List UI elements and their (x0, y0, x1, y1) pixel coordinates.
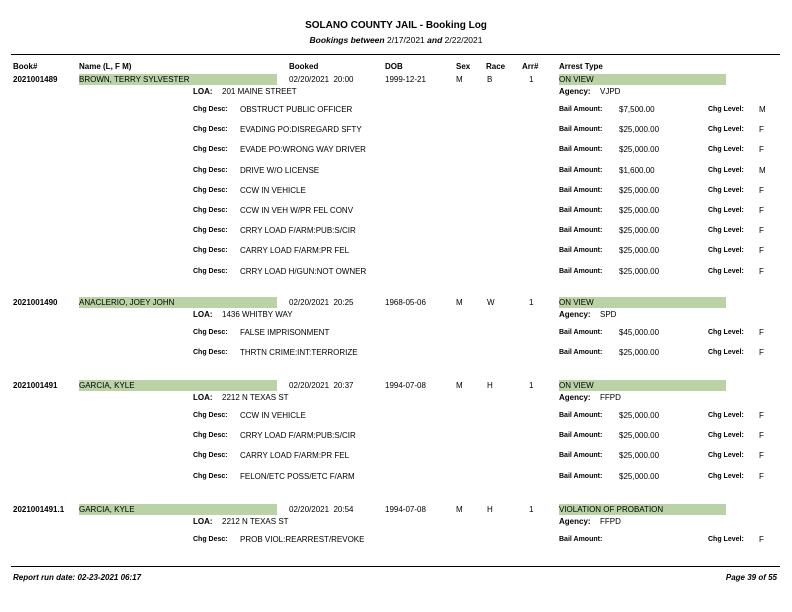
inmate-name: GARCIA, KYLE (79, 504, 277, 515)
bail-amount-label: Bail Amount: (559, 106, 603, 113)
chg-level: M (759, 105, 766, 114)
chg-desc: CCW IN VEHICLE (240, 185, 306, 195)
chg-desc-label: Chg Desc: (193, 329, 228, 336)
chg-level: F (759, 246, 764, 256)
subtitle-and: and (427, 35, 443, 45)
inmate-name: GARCIA, KYLE (79, 380, 277, 391)
sex: M (456, 505, 463, 514)
date-of-birth: 1968-05-06 (385, 298, 426, 307)
race: B (487, 75, 493, 84)
agency-value: VJPD (600, 87, 621, 96)
loa-value: 2212 N TEXAS ST (222, 393, 289, 402)
date-of-birth: 1994-07-08 (385, 505, 426, 514)
subtitle-prefix: Bookings between (309, 35, 385, 45)
chg-desc: OBSTRUCT PUBLIC OFFICER (240, 105, 353, 114)
chg-desc: EVADING PO:DISREGARD SFTY (240, 125, 362, 135)
arrest-number: 1 (529, 75, 534, 84)
bail-amount-label: Bail Amount: (559, 432, 603, 440)
chg-desc-label: Chg Desc: (193, 247, 228, 255)
col-name: Name (L, F M) (79, 62, 132, 71)
report-run-date: Report run date: 02-23-2021 06:17 (13, 573, 142, 582)
chg-desc: CARRY LOAD F/ARM:PR FEL (240, 451, 350, 461)
chg-desc: DRIVE W/O LICENSE (240, 165, 320, 175)
bail-amount: $25,000.00 (619, 348, 660, 358)
col-arrest-type: Arrest Type (559, 62, 603, 71)
race: H (487, 505, 493, 514)
col-dob: DOB (385, 62, 403, 71)
arrest-number: 1 (529, 381, 534, 390)
sex: M (456, 298, 463, 307)
chg-level-label: Chg Level: (708, 412, 744, 419)
arrest-number: 1 (529, 298, 534, 307)
chg-desc-label: Chg Desc: (193, 227, 228, 235)
chg-level-label: Chg Level: (708, 267, 744, 275)
bail-amount-label: Bail Amount: (559, 247, 603, 255)
bail-amount-label: Bail Amount: (559, 227, 603, 235)
chg-level: F (759, 266, 764, 276)
col-race: Race (486, 62, 506, 71)
bail-amount-label: Bail Amount: (559, 267, 603, 275)
loa-value: 201 MAINE STREET (222, 87, 297, 96)
bail-amount: $25,000.00 (619, 185, 660, 195)
chg-level: F (759, 226, 764, 236)
bail-amount: $1,600.00 (619, 165, 655, 175)
agency-value: SPD (600, 310, 617, 319)
chg-level-label: Chg Level: (708, 186, 744, 194)
booked-datetime: 02/20/2021 20:54 (289, 505, 354, 514)
chg-desc-label: Chg Desc: (193, 186, 228, 194)
arrest-type: ON VIEW (559, 297, 726, 308)
chg-level: F (759, 206, 764, 215)
chg-level-label: Chg Level: (708, 329, 744, 336)
chg-desc: CRRY LOAD H/GUN:NOT OWNER (240, 266, 367, 276)
col-book: Book# (13, 62, 38, 71)
sex: M (456, 75, 463, 84)
chg-desc: EVADE PO:WRONG WAY DRIVER (240, 145, 366, 155)
bail-amount: $25,000.00 (619, 246, 660, 256)
bail-amount: $25,000.00 (619, 206, 660, 215)
bail-amount: $45,000.00 (619, 328, 660, 337)
bail-amount: $25,000.00 (619, 145, 660, 155)
book-number: 2021001491 (13, 381, 58, 390)
booked-datetime: 02/20/2021 20:37 (289, 381, 354, 390)
bail-amount: $25,000.00 (619, 431, 660, 441)
chg-level: F (759, 328, 764, 337)
chg-level: M (759, 165, 766, 175)
chg-level: F (759, 431, 764, 441)
chg-desc: CCW IN VEH W/PR FEL CONV (240, 206, 354, 215)
chg-level: F (759, 125, 764, 135)
agency-label: Agency: (559, 393, 591, 402)
arrest-type: ON VIEW (559, 74, 726, 85)
loa-label: LOA: (193, 393, 213, 402)
chg-desc-label: Chg Desc: (193, 106, 228, 113)
arrest-type: ON VIEW (559, 380, 726, 391)
chg-desc: CCW IN VEHICLE (240, 411, 306, 420)
bail-amount-label: Bail Amount: (559, 166, 603, 174)
chg-desc-label: Chg Desc: (193, 207, 228, 214)
chg-desc: PROB VIOL:REARREST/REVOKE (240, 535, 365, 544)
chg-desc-label: Chg Desc: (193, 452, 228, 460)
chg-desc: FELON/ETC POSS/ETC F/ARM (240, 471, 355, 481)
loa-label: LOA: (193, 517, 213, 526)
report-subtitle (0, 35, 792, 45)
bail-amount: $25,000.00 (619, 451, 660, 461)
bail-amount: $7,500.00 (619, 105, 655, 114)
chg-level: F (759, 145, 764, 155)
date-of-birth: 1999-12-21 (385, 75, 426, 84)
chg-desc-label: Chg Desc: (193, 267, 228, 275)
bail-amount-label: Bail Amount: (559, 329, 603, 336)
loa-label: LOA: (193, 310, 213, 319)
bail-amount-label: Bail Amount: (559, 536, 603, 543)
bail-amount: $25,000.00 (619, 125, 660, 135)
col-booked: Booked (289, 62, 319, 71)
chg-desc-label: Chg Desc: (193, 126, 228, 134)
inmate-name: ANACLERIO, JOEY JOHN (79, 297, 277, 308)
bail-amount-label: Bail Amount: (559, 349, 603, 357)
chg-desc: CRRY LOAD F/ARM:PUB:S/CIR (240, 431, 356, 441)
booked-datetime: 02/20/2021 20:00 (289, 75, 354, 84)
bail-amount-label: Bail Amount: (559, 146, 603, 154)
bail-amount: $25,000.00 (619, 411, 660, 420)
chg-desc-label: Chg Desc: (193, 166, 228, 174)
chg-level: F (759, 471, 764, 481)
chg-desc-label: Chg Desc: (193, 536, 228, 543)
chg-level-label: Chg Level: (708, 227, 744, 235)
chg-desc-label: Chg Desc: (193, 432, 228, 440)
loa-label: LOA: (193, 87, 213, 96)
loa-value: 2212 N TEXAS ST (222, 517, 289, 526)
date-of-birth: 1994-07-08 (385, 381, 426, 390)
sex: M (456, 381, 463, 390)
chg-level: F (759, 411, 764, 420)
chg-desc-label: Chg Desc: (193, 349, 228, 357)
race: W (487, 298, 495, 307)
chg-desc: THRTN CRIME:INT:TERRORIZE (240, 348, 358, 358)
chg-desc: CRRY LOAD F/ARM:PUB:S/CIR (240, 226, 356, 236)
bail-amount-label: Bail Amount: (559, 412, 603, 419)
book-number: 2021001491.1 (13, 505, 65, 514)
chg-level-label: Chg Level: (708, 146, 744, 154)
book-number: 2021001489 (13, 75, 58, 84)
inmate-name: BROWN, TERRY SYLVESTER (79, 74, 277, 85)
chg-desc-label: Chg Desc: (193, 146, 228, 154)
chg-level: F (759, 535, 764, 544)
bail-amount: $25,000.00 (619, 266, 660, 276)
arrest-number: 1 (529, 505, 534, 514)
bail-amount-label: Bail Amount: (559, 472, 603, 480)
footer-divider (11, 566, 780, 567)
bail-amount-label: Bail Amount: (559, 452, 603, 460)
bail-amount-label: Bail Amount: (559, 207, 603, 214)
col-arr: Arr# (522, 62, 539, 71)
agency-label: Agency: (559, 310, 591, 319)
bail-amount-label: Bail Amount: (559, 186, 603, 194)
chg-level: F (759, 348, 764, 358)
chg-level-label: Chg Level: (708, 106, 744, 113)
loa-value: 1436 WHITBY WAY (222, 310, 293, 319)
chg-level-label: Chg Level: (708, 452, 744, 460)
chg-desc: CARRY LOAD F/ARM:PR FEL (240, 246, 350, 256)
bail-amount: $25,000.00 (619, 471, 660, 481)
chg-desc: FALSE IMPRISONMENT (240, 328, 330, 337)
chg-level-label: Chg Level: (708, 472, 744, 480)
chg-level-label: Chg Level: (708, 349, 744, 357)
chg-level: F (759, 451, 764, 461)
chg-level-label: Chg Level: (708, 536, 744, 543)
chg-desc-label: Chg Desc: (193, 472, 228, 480)
report-title: SOLANO COUNTY JAIL - Booking Log (305, 20, 487, 31)
chg-level-label: Chg Level: (708, 247, 744, 255)
book-number: 2021001490 (13, 298, 58, 307)
chg-level: F (759, 185, 764, 195)
chg-level-label: Chg Level: (708, 207, 744, 214)
chg-desc-label: Chg Desc: (193, 412, 228, 419)
race: H (487, 381, 493, 390)
date-from: 2/17/2021 (386, 35, 425, 45)
agency-label: Agency: (559, 517, 591, 526)
header-divider (11, 54, 780, 55)
chg-level-label: Chg Level: (708, 166, 744, 174)
arrest-type: VIOLATION OF PROBATION (559, 504, 726, 515)
agency-value: FFPD (600, 517, 621, 526)
chg-level-label: Chg Level: (708, 432, 744, 440)
booked-datetime: 02/20/2021 20:25 (289, 298, 354, 307)
agency-value: FFPD (600, 393, 621, 402)
agency-label: Agency: (559, 87, 591, 96)
bail-amount-label: Bail Amount: (559, 126, 603, 134)
col-sex: Sex (456, 62, 471, 71)
page-number: Page 39 of 55 (725, 573, 777, 582)
chg-level-label: Chg Level: (708, 126, 744, 134)
date-to: 2/22/2021 (444, 35, 483, 45)
bail-amount: $25,000.00 (619, 226, 660, 236)
